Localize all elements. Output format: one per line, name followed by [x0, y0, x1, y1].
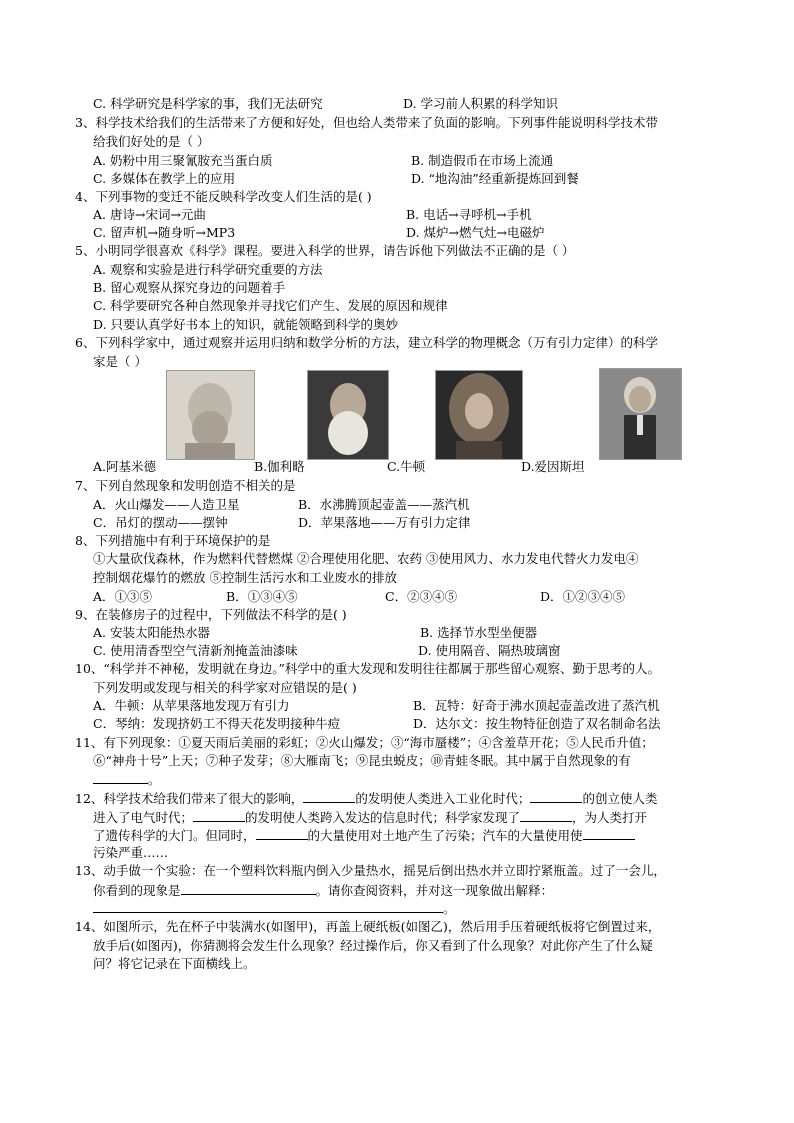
q12-blank-6[interactable]	[583, 826, 635, 840]
q3-stem: 3、科学技术给我们的生活带来了方便和好处，但也给人类带来了负面的影响。下列事件能说明科学技术带	[75, 115, 658, 130]
q12-blank-4[interactable]	[520, 808, 572, 822]
q9-option-a: A. 安装太阳能热水器	[93, 625, 210, 640]
q4-stem: 4、下列事物的变迁不能反映科学改变人们生活的是( )	[75, 189, 372, 204]
q9-option-d: D. 使用隔音、隔热玻璃窗	[418, 643, 561, 658]
q10-option-c: C．琴纳：发现挤奶工不得天花发明接种牛痘	[93, 716, 341, 731]
newton-portrait-image	[435, 370, 523, 460]
q14-stem-cont: 放手后(如图丙)，你猜测将会发生什么现象？经过操作后，你又看到了什么现象？对此你产生了什么疑	[93, 938, 653, 953]
q4-option-d: D. 煤炉→燃气灶→电磁炉	[406, 225, 545, 240]
q3-option-c: C. 多媒体在教学上的应用	[93, 171, 236, 186]
q12-line2: 进入了电气时代； 的发明使人类跨入发达的信息时代；科学家发现了 ，为人类打开	[93, 810, 648, 825]
q14-stem-cont2: 问？将它记录在下面横线上。	[93, 956, 256, 971]
q12-blank-3[interactable]	[193, 808, 245, 822]
q2-option-c: C. 科学研究是科学家的事，我们无法研究	[93, 96, 323, 111]
galileo-portrait-image	[307, 370, 389, 460]
q7-option-d: D．苹果落地——万有引力定律	[298, 515, 471, 530]
q12-line3: 了遗传科学的大门。但同时， 的大量使用对土地产生了污染；汽车的大量使用使	[93, 826, 635, 845]
q8-items-line2: 控制烟花爆竹的燃放 ⑤控制生活污水和工业废水的排放	[93, 570, 397, 585]
q13-stem: 13、动手做一个实验：在一个塑料饮料瓶内倒入少量热水，摇晃后倒出热水并立即拧紧瓶盖。过了一会儿，	[75, 863, 666, 878]
q13-blank-observation[interactable]	[181, 881, 316, 895]
q5-option-d: D. 只要认真学好书本上的知识，就能领略到科学的奥妙	[93, 317, 399, 332]
q11-answer-blank[interactable]	[93, 770, 148, 784]
q12-line4: 污染严重……	[93, 845, 169, 860]
q5-stem: 5、小明同学很喜欢《科学》课程。要进入科学的世界，请告诉他下列做法不正确的是（ ）	[75, 243, 575, 258]
archimedes-bust-image	[166, 370, 255, 460]
q10-option-d: D．达尔文：按生物特征创造了双名制命名法	[413, 716, 661, 731]
q9-stem: 9、在装修房子的过程中，下列做法不科学的是( )	[75, 607, 347, 622]
q5-option-b: B. 留心观察从探究身边的问题着手	[93, 280, 286, 295]
q5-option-a: A. 观察和实验是进行科学研究重要的方法	[93, 262, 323, 277]
q11-stem-cont: ⑥“神舟十号”上天；⑦种子发芽；⑧大雁南飞；⑨昆虫蜕皮；⑩青蛙冬眠。其中属于自然现象的有	[93, 753, 631, 768]
q2-option-d: D. 学习前人积累的科学知识	[403, 96, 559, 111]
q3-option-d: D. “地沟油”经重新提炼回到餐	[411, 171, 579, 186]
q13-line2: 你看到的现象是 。请你查阅资料，并对这一现象做出解释：	[93, 883, 554, 898]
q3-option-a: A. 奶粉中用三聚氰胺充当蛋白质	[93, 153, 273, 168]
q12-blank-5[interactable]	[256, 826, 308, 840]
q13-blank-explanation[interactable]	[93, 899, 443, 913]
q10-stem-cont: 下列发明或发现与相关的科学家对应错误的是( )	[93, 680, 357, 695]
q12-line1: 12、科学技术给我们带来了很大的影响， 的发明使人类进入工业化时代； 的创立使人类	[75, 791, 658, 806]
q8-option-c: C．②③④⑤	[385, 589, 458, 604]
q7-option-c: C．吊灯的摆动——摆钟	[93, 515, 228, 530]
q13-line3: 。	[93, 899, 456, 918]
q8-items-line1: ①大量砍伐森林，作为燃料代替燃煤 ②合理使用化肥、农药 ③使用风力、水力发电代替火力发电④	[93, 551, 639, 566]
q10-option-a: A．牛顿：从苹果落地发现万有引力	[93, 698, 290, 713]
q10-stem: 10、“科学并不神秘，发明就在身边。”科学中的重大发现和发明往往都属于那些留心观察、勤于思考的人。	[75, 661, 660, 676]
q7-option-a: A．火山爆发——人造卫星	[93, 497, 240, 512]
q6-option-b: B.伽利略	[254, 459, 305, 474]
q8-option-a: A．①③⑤	[93, 589, 153, 604]
q9-option-c: C. 使用清香型空气清新剂掩盖油漆味	[93, 643, 298, 658]
q9-option-b: B. 选择节水型坐便器	[420, 625, 538, 640]
q4-option-c: C. 留声机→随身听→MP3	[93, 225, 236, 240]
q12-blank-2[interactable]	[530, 789, 582, 803]
q8-stem: 8、下列措施中有利于环境保护的是	[75, 533, 271, 548]
q6-option-d: D.爱因斯坦	[521, 459, 585, 474]
q8-option-b: B．①③④⑤	[226, 589, 298, 604]
q8-option-d: D．①②③④⑤	[540, 589, 626, 604]
q3-stem-cont: 给我们好处的是（ ）	[93, 134, 210, 149]
q6-option-a: A.阿基米德	[93, 459, 157, 474]
q11-answer-line: 。	[93, 770, 161, 789]
q12-blank-1[interactable]	[303, 789, 355, 803]
q4-option-b: B. 电话→寻呼机→手机	[406, 207, 532, 222]
q7-stem: 7、下列自然现象和发明创造不相关的是	[75, 478, 296, 493]
q6-stem-cont: 家是（ ）	[93, 354, 147, 369]
q7-option-b: B．水沸腾顶起壶盖——蒸汽机	[298, 497, 470, 512]
q11-stem: 11、有下列现象：①夏天雨后美丽的彩虹；②火山爆发；③“海市蜃楼”；④含羞草开花；⑤人民币升值；	[75, 735, 654, 750]
q3-option-b: B. 制造假币在市场上流通	[411, 153, 554, 168]
q6-option-c: C.牛顿	[387, 459, 426, 474]
q14-stem: 14、如图所示，先在杯子中装满水(如图甲)，再盖上硬纸板(如图乙)，然后用手压着硬纸板将它倒置过来，	[75, 919, 661, 934]
einstein-portrait-image	[599, 368, 682, 460]
q5-option-c: C. 科学要研究各种自然现象并寻找它们产生、发展的原因和规律	[93, 298, 448, 313]
q4-option-a: A. 唐诗→宋词→元曲	[93, 207, 206, 222]
q10-option-b: B．瓦特：好奇于沸水顶起壶盖改进了蒸汽机	[413, 698, 660, 713]
q6-stem: 6、下列科学家中，通过观察并运用归纳和数学分析的方法，建立科学的物理概念（万有引力定律）的科学	[75, 335, 658, 350]
